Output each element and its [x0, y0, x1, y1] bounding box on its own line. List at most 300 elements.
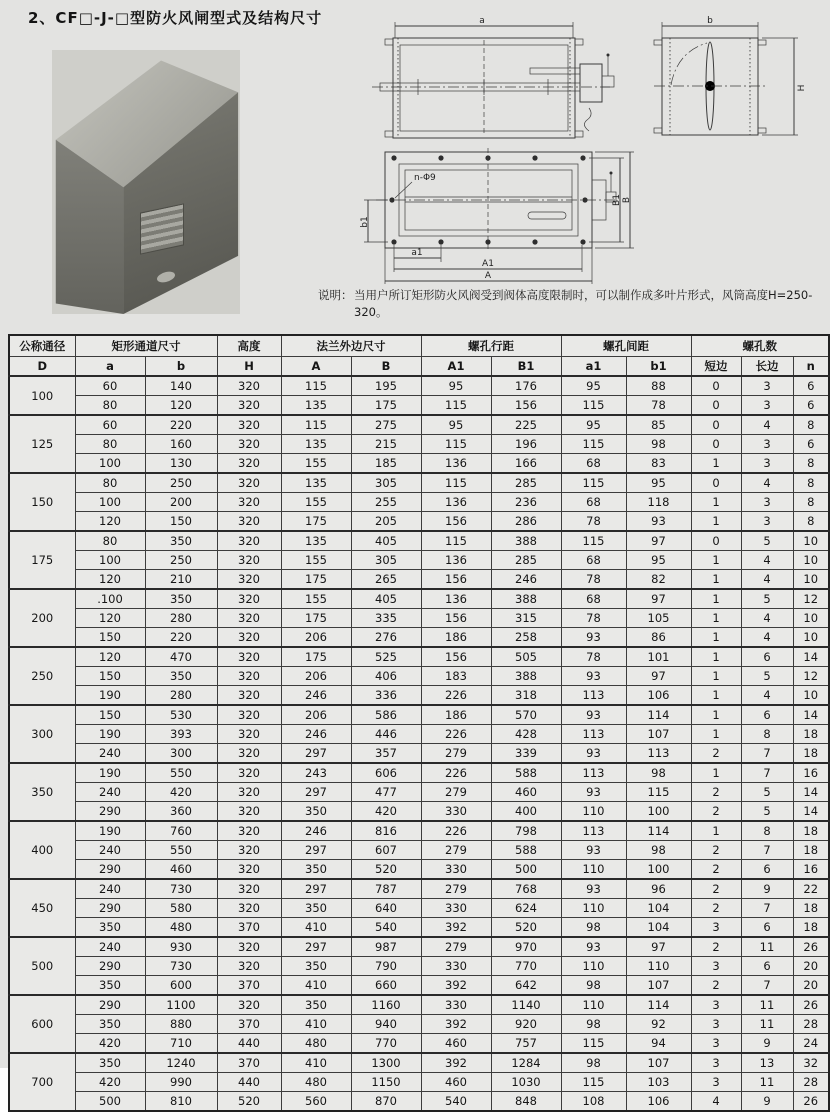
table-cell: 320: [217, 879, 281, 899]
table-cell: 206: [281, 628, 351, 648]
table-cell: 60: [75, 376, 145, 396]
table-cell: 97: [626, 937, 691, 957]
end-view-drawing: [654, 16, 807, 135]
table-cell: 987: [351, 937, 421, 957]
table-cell: 420: [145, 783, 217, 802]
table-cell: 930: [145, 937, 217, 957]
table-row: [9, 396, 829, 416]
table-cell: 88: [626, 376, 691, 396]
table-cell: 78: [561, 609, 626, 628]
table-cell: 330: [421, 802, 491, 822]
header-nominal-diameter: 公称通径: [9, 335, 75, 357]
table-cell: 848: [491, 1092, 561, 1112]
table-cell: 4: [741, 609, 793, 628]
table-cell: 320: [217, 995, 281, 1015]
product-photo: [52, 50, 240, 314]
table-cell: 11: [741, 1015, 793, 1034]
table-cell: 710: [145, 1034, 217, 1054]
table-cell: 2: [691, 860, 741, 880]
table-cell: 1: [691, 647, 741, 667]
table-cell: 4: [741, 628, 793, 648]
table-cell: 460: [145, 860, 217, 880]
dim-label-A: A: [484, 271, 492, 281]
cell-nominal-diameter: 450: [9, 879, 75, 937]
table-cell: 297: [281, 879, 351, 899]
cell-nominal-diameter: 350: [9, 763, 75, 821]
table-cell: 320: [217, 821, 281, 841]
table-cell: 200: [145, 493, 217, 512]
table-cell: 7: [741, 763, 793, 783]
table-cell: 1: [691, 589, 741, 609]
table-cell: 790: [351, 957, 421, 976]
table-cell: 1: [691, 628, 741, 648]
table-cell: 115: [561, 1034, 626, 1054]
table-cell: 8: [741, 821, 793, 841]
table-cell: 175: [281, 570, 351, 590]
table-cell: 7: [741, 744, 793, 764]
table-cell: 405: [351, 589, 421, 609]
note: [318, 287, 832, 320]
table-cell: 606: [351, 763, 421, 783]
table-cell: 226: [421, 763, 491, 783]
subheader-B1: B1: [491, 357, 561, 377]
table-cell: 68: [561, 493, 626, 512]
table-cell: 279: [421, 841, 491, 860]
table-cell: 392: [421, 918, 491, 938]
table-cell: 410: [281, 918, 351, 938]
table-row: [9, 957, 829, 976]
table-cell: 115: [561, 396, 626, 416]
subheader-D: D: [9, 357, 75, 377]
table-cell: 2: [691, 802, 741, 822]
table-cell: 280: [145, 609, 217, 628]
table-cell: 520: [351, 860, 421, 880]
table-cell: 156: [421, 570, 491, 590]
table-cell: 78: [561, 570, 626, 590]
table-cell: 104: [626, 918, 691, 938]
subheader-n: n: [793, 357, 829, 377]
table-cell: 155: [281, 454, 351, 474]
table-cell: 6: [741, 705, 793, 725]
table-cell: 335: [351, 609, 421, 628]
table-cell: 110: [561, 802, 626, 822]
table-row: [9, 918, 829, 938]
table-cell: 3: [691, 1053, 741, 1073]
table-cell: 243: [281, 763, 351, 783]
table-cell: 320: [217, 841, 281, 860]
table-cell: 120: [75, 570, 145, 590]
table-cell: 115: [561, 1073, 626, 1092]
table-cell: 406: [351, 667, 421, 686]
table-cell: 6: [741, 957, 793, 976]
table-cell: 95: [626, 551, 691, 570]
table-cell: 26: [793, 937, 829, 957]
table-cell: 83: [626, 454, 691, 474]
table-cell: 150: [145, 512, 217, 532]
table-cell: 525: [351, 647, 421, 667]
table-cell: 85: [626, 415, 691, 435]
header-flange-size: 法兰外边尺寸: [281, 335, 421, 357]
table-cell: 18: [793, 899, 829, 918]
table-cell: 940: [351, 1015, 421, 1034]
cell-nominal-diameter: 600: [9, 995, 75, 1053]
table-cell: 106: [626, 1092, 691, 1112]
table-cell: 97: [626, 667, 691, 686]
table-cell: 1150: [351, 1073, 421, 1092]
table-cell: 255: [351, 493, 421, 512]
table-cell: 320: [217, 435, 281, 454]
dim-label-b: b: [707, 16, 713, 26]
table-cell: 3: [691, 918, 741, 938]
table-row: [9, 937, 829, 957]
table-cell: 115: [281, 415, 351, 435]
table-cell: 388: [491, 667, 561, 686]
table-cell: 4: [741, 686, 793, 706]
table-cell: 477: [351, 783, 421, 802]
table-cell: 350: [145, 667, 217, 686]
table-cell: 93: [626, 512, 691, 532]
table-body: [9, 376, 829, 1111]
subheader-short-side: 短边: [691, 357, 741, 377]
table-cell: 320: [217, 454, 281, 474]
table-cell: 93: [561, 841, 626, 860]
table-cell: 104: [626, 899, 691, 918]
table-cell: 350: [281, 899, 351, 918]
table-cell: 768: [491, 879, 561, 899]
table-cell: 410: [281, 1053, 351, 1073]
table-cell: 279: [421, 879, 491, 899]
table-cell: 600: [145, 976, 217, 996]
table-cell: 336: [351, 686, 421, 706]
table-cell: 410: [281, 976, 351, 996]
table-cell: 320: [217, 725, 281, 744]
table-cell: 350: [145, 531, 217, 551]
header-height: 高度: [217, 335, 281, 357]
table-cell: 246: [281, 725, 351, 744]
table-cell: 420: [351, 802, 421, 822]
table-cell: 370: [217, 918, 281, 938]
table-cell: 8: [793, 473, 829, 493]
table-cell: 8: [793, 454, 829, 474]
table-cell: 136: [421, 589, 491, 609]
table-cell: 870: [351, 1092, 421, 1112]
table-cell: 107: [626, 725, 691, 744]
table-cell: 96: [626, 879, 691, 899]
table-cell: 175: [351, 396, 421, 416]
table-cell: 642: [491, 976, 561, 996]
table-cell: 210: [145, 570, 217, 590]
table-cell: 110: [561, 860, 626, 880]
table-cell: 730: [145, 957, 217, 976]
hole-callout-label: n-Φ9: [414, 173, 436, 183]
table-cell: 285: [491, 473, 561, 493]
table-cell: 113: [561, 821, 626, 841]
subheader-a1: a1: [561, 357, 626, 377]
table-cell: 101: [626, 647, 691, 667]
table-cell: 1: [691, 454, 741, 474]
table-cell: 176: [491, 376, 561, 396]
dim-label-B1: B1: [612, 194, 622, 206]
table-cell: 155: [281, 551, 351, 570]
table-cell: 770: [351, 1034, 421, 1054]
table-cell: 920: [491, 1015, 561, 1034]
table-cell: 225: [491, 415, 561, 435]
table-cell: 2: [691, 899, 741, 918]
table-cell: 107: [626, 1053, 691, 1073]
table-cell: 18: [793, 841, 829, 860]
table-cell: 115: [561, 473, 626, 493]
table-cell: 10: [793, 686, 829, 706]
table-cell: 305: [351, 473, 421, 493]
table-cell: 520: [217, 1092, 281, 1112]
table-cell: 320: [217, 531, 281, 551]
table-row: [9, 995, 829, 1015]
table-cell: 588: [491, 763, 561, 783]
table-cell: 26: [793, 995, 829, 1015]
table-cell: 640: [351, 899, 421, 918]
table-cell: 175: [281, 609, 351, 628]
table-cell: 1: [691, 551, 741, 570]
table-cell: 500: [491, 860, 561, 880]
cell-nominal-diameter: 250: [9, 647, 75, 705]
table-cell: 115: [421, 396, 491, 416]
table-row: [9, 551, 829, 570]
table-cell: 290: [75, 957, 145, 976]
table-cell: 330: [421, 860, 491, 880]
note-label: 说明：: [318, 288, 353, 302]
table-cell: 26: [793, 1092, 829, 1112]
dim-label-a: a: [479, 16, 485, 26]
table-cell: 276: [351, 628, 421, 648]
table-cell: 155: [281, 589, 351, 609]
table-cell: 130: [145, 454, 217, 474]
dim-label-B: B: [622, 196, 632, 204]
table-cell: 1030: [491, 1073, 561, 1092]
table-cell: 339: [491, 744, 561, 764]
table-cell: 787: [351, 879, 421, 899]
table-cell: 18: [793, 725, 829, 744]
side-view-drawing: [372, 16, 614, 138]
table-cell: 140: [145, 376, 217, 396]
table-cell: 246: [491, 570, 561, 590]
table-cell: 286: [491, 512, 561, 532]
table-cell: 392: [421, 1053, 491, 1073]
table-cell: 279: [421, 744, 491, 764]
dim-label-a1: a1: [411, 248, 423, 258]
table-cell: 660: [351, 976, 421, 996]
table-cell: 586: [351, 705, 421, 725]
table-cell: 10: [793, 551, 829, 570]
table-row: [9, 1073, 829, 1092]
table-cell: 607: [351, 841, 421, 860]
table-cell: 400: [491, 802, 561, 822]
table-cell: 320: [217, 860, 281, 880]
table-cell: 2: [691, 783, 741, 802]
table-cell: 300: [145, 744, 217, 764]
dimension-table: [8, 334, 830, 1112]
table-cell: 78: [561, 512, 626, 532]
table-cell: 92: [626, 1015, 691, 1034]
table-cell: 80: [75, 435, 145, 454]
table-cell: 8: [793, 512, 829, 532]
table-cell: 275: [351, 415, 421, 435]
table-cell: 2: [691, 744, 741, 764]
table-cell: 3: [691, 957, 741, 976]
table-cell: 357: [351, 744, 421, 764]
table-cell: 12: [793, 667, 829, 686]
table-cell: 318: [491, 686, 561, 706]
table-cell: 6: [741, 918, 793, 938]
table-cell: 240: [75, 937, 145, 957]
table-cell: 86: [626, 628, 691, 648]
table-cell: 68: [561, 551, 626, 570]
table-cell: 14: [793, 647, 829, 667]
table-cell: 320: [217, 589, 281, 609]
table-cell: 120: [75, 512, 145, 532]
cell-nominal-diameter: 150: [9, 473, 75, 531]
table-cell: 135: [281, 435, 351, 454]
cell-nominal-diameter: 125: [9, 415, 75, 473]
table-cell: 250: [145, 551, 217, 570]
table-cell: 11: [741, 937, 793, 957]
table-cell: 405: [351, 531, 421, 551]
table-cell: 420: [75, 1073, 145, 1092]
table-cell: 120: [75, 609, 145, 628]
table-cell: 135: [281, 396, 351, 416]
table-cell: 320: [217, 802, 281, 822]
table-row: [9, 435, 829, 454]
table-cell: 570: [491, 705, 561, 725]
table-row: [9, 473, 829, 493]
table-cell: 240: [75, 744, 145, 764]
table-cell: 1: [691, 705, 741, 725]
table-cell: 115: [561, 531, 626, 551]
table-cell: 100: [626, 802, 691, 822]
table-cell: 290: [75, 802, 145, 822]
cell-nominal-diameter: 175: [9, 531, 75, 589]
table-cell: 4: [741, 473, 793, 493]
table-row: [9, 667, 829, 686]
table-cell: 320: [217, 647, 281, 667]
table-cell: 14: [793, 783, 829, 802]
table-cell: 10: [793, 570, 829, 590]
table-cell: 320: [217, 705, 281, 725]
table-cell: 265: [351, 570, 421, 590]
subheader-A1: A1: [421, 357, 491, 377]
table-cell: 114: [626, 995, 691, 1015]
table-cell: 2: [691, 841, 741, 860]
table-row: [9, 879, 829, 899]
table-cell: .100: [75, 589, 145, 609]
table-cell: 305: [351, 551, 421, 570]
table-cell: 297: [281, 841, 351, 860]
dim-label-H: H: [797, 84, 807, 92]
table-cell: 1: [691, 667, 741, 686]
table-cell: 1: [691, 725, 741, 744]
table-cell: 108: [561, 1092, 626, 1112]
table-cell: 98: [626, 763, 691, 783]
table-cell: 3: [691, 1015, 741, 1034]
table-cell: 156: [421, 647, 491, 667]
table-cell: 10: [793, 531, 829, 551]
table-cell: 560: [281, 1092, 351, 1112]
table-cell: 760: [145, 821, 217, 841]
table-cell: 22: [793, 879, 829, 899]
table-cell: 32: [793, 1053, 829, 1073]
table-cell: 320: [217, 667, 281, 686]
table-cell: 103: [626, 1073, 691, 1092]
table-cell: 186: [421, 628, 491, 648]
table-cell: 120: [145, 396, 217, 416]
subheader-B: B: [351, 357, 421, 377]
table-cell: 798: [491, 821, 561, 841]
table-cell: 20: [793, 976, 829, 996]
table-cell: 290: [75, 995, 145, 1015]
table-cell: 115: [421, 435, 491, 454]
table-cell: 428: [491, 725, 561, 744]
table-cell: 28: [793, 1015, 829, 1034]
table-cell: 114: [626, 705, 691, 725]
table-cell: 1: [691, 821, 741, 841]
table-row: [9, 802, 829, 822]
cell-nominal-diameter: 400: [9, 821, 75, 879]
table-cell: 5: [741, 783, 793, 802]
table-cell: 220: [145, 415, 217, 435]
table-cell: 4: [691, 1092, 741, 1112]
table-cell: 3: [741, 493, 793, 512]
table-cell: 2: [691, 879, 741, 899]
table-cell: 136: [421, 454, 491, 474]
table-cell: 446: [351, 725, 421, 744]
table-cell: 6: [793, 376, 829, 396]
table-cell: 370: [217, 1053, 281, 1073]
table-cell: 297: [281, 783, 351, 802]
table-row: [9, 376, 829, 396]
table-cell: 115: [421, 473, 491, 493]
table-cell: 3: [741, 454, 793, 474]
table-cell: 350: [75, 1015, 145, 1034]
table-cell: 0: [691, 435, 741, 454]
table-cell: 113: [561, 763, 626, 783]
table-cell: 136: [421, 493, 491, 512]
table-cell: 94: [626, 1034, 691, 1054]
table-cell: 8: [793, 415, 829, 435]
table-cell: 215: [351, 435, 421, 454]
table-cell: 226: [421, 821, 491, 841]
table-row: [9, 783, 829, 802]
table-cell: 115: [561, 435, 626, 454]
table-cell: 240: [75, 879, 145, 899]
table-cell: 320: [217, 512, 281, 532]
table-row: [9, 1015, 829, 1034]
table-cell: 540: [421, 1092, 491, 1112]
table-cell: 730: [145, 879, 217, 899]
table-cell: 190: [75, 686, 145, 706]
table-cell: 190: [75, 725, 145, 744]
table-row: [9, 1034, 829, 1054]
table-cell: 246: [281, 686, 351, 706]
table-cell: 82: [626, 570, 691, 590]
table-cell: 320: [217, 744, 281, 764]
table-row: [9, 415, 829, 435]
table-row: [9, 686, 829, 706]
table-cell: 93: [561, 744, 626, 764]
table-cell: 80: [75, 396, 145, 416]
table-cell: 18: [793, 744, 829, 764]
table-cell: 4: [741, 570, 793, 590]
table-cell: 95: [561, 376, 626, 396]
table-cell: 78: [626, 396, 691, 416]
